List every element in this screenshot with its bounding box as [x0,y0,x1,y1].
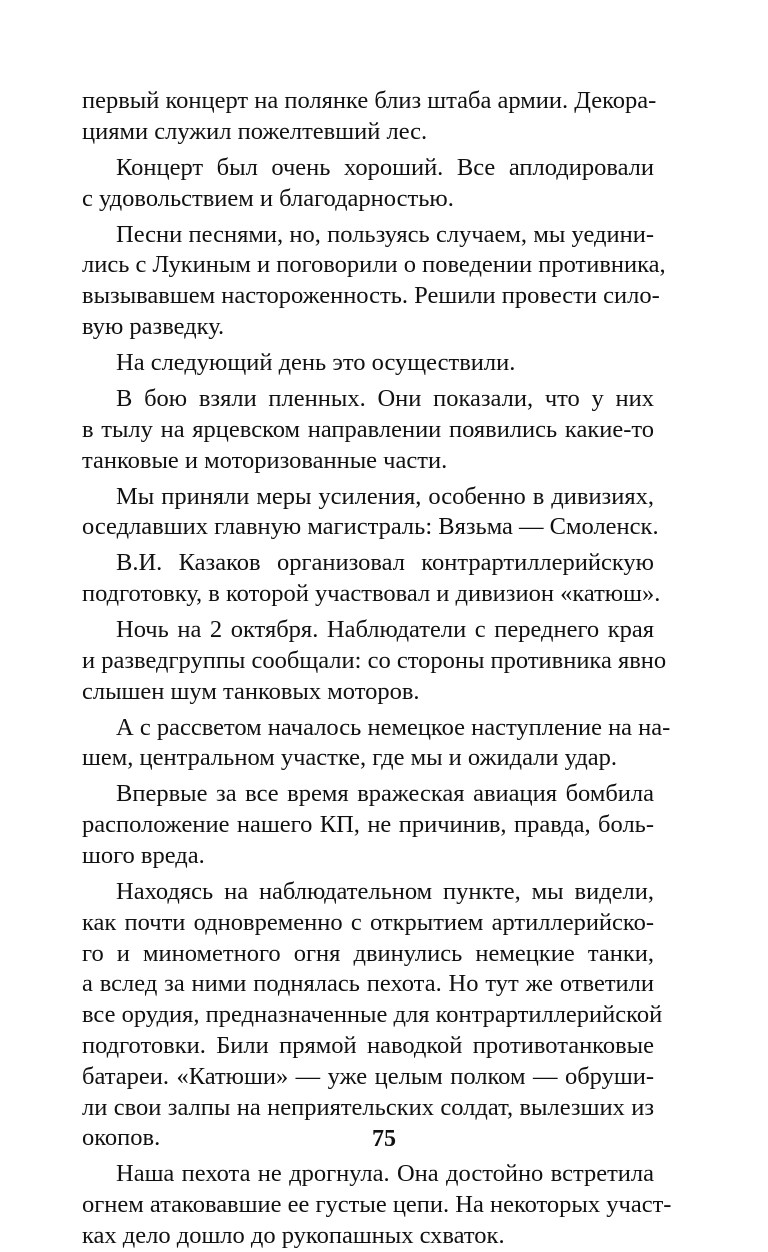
paragraph [82,86,657,148]
text-line: вызывавшем настороженность. Решили провести сило- [82,282,660,310]
text-line: циями служил пожелтевший лес. [82,117,428,145]
text-line: танковые и моторизованные части. [82,446,448,474]
page-number: 75 [372,1126,396,1152]
text-line: подготовку, в которой участвовал и дивизион «катюш». [82,580,661,608]
text-line: ках дело дошло до рукопашных схваток. [82,1221,505,1249]
text-line: лись с Лукиным и поговорили о поведении противника, [82,251,666,279]
text-line: Песни песнями, но, пользуясь случаем, мы уедини- [116,220,654,248]
text-line: с удовольствием и благодарностью. [82,184,454,212]
paragraph [82,384,654,476]
text-line: и разведгруппы сообщали: со стороны противника явно [82,646,667,674]
text-line: подготовки. Били прямой наводкой противотанковые [82,1031,654,1059]
text-line: а вслед за ними поднялась пехота. Но тут же ответили [82,970,654,998]
text-line: ли свои залпы на неприятельских солдат, вылезших из [82,1093,654,1121]
text-line: батареи. «Катюши» — уже целым полком — обруши- [82,1062,654,1090]
text-line: Находясь на наблюдательном пункте, мы видели, [116,878,654,905]
paragraph [82,482,659,544]
paragraph [82,877,663,1154]
text-line: вую разведку. [82,312,225,340]
text-line: Впервые за все время вражеская авиация бомбила [116,780,654,808]
text-line: шем, центральном участке, где мы и ожидали удар. [82,744,618,772]
text-line: оседлавших главную магистраль: Вязьма — Смоленск. [82,513,659,541]
text-line: в тылу на ярцевском направлении появились какие-то [82,415,654,443]
paragraph [82,1159,672,1251]
text-line: Мы приняли меры усиления, особенно в дивизиях, [116,482,654,510]
text-line: огнем атаковавшие ее густые цепи. На некоторых участ- [82,1191,672,1219]
text-line: го и минометного огня двинулись немецкие танки, [82,939,654,967]
text-line: На следующий день это осуществили. [116,348,516,376]
paragraph [82,153,654,215]
text-line: Концерт был очень хороший. Все аплодировали [116,153,654,181]
paragraph [82,615,667,707]
text-line: В бою взяли пленных. Они показали, что у них [116,384,654,412]
paragraph [82,548,661,610]
paragraph [82,713,671,775]
text-line: первый концерт на полянке близ штаба армии. Декора- [82,87,657,114]
paragraph [82,779,654,871]
text-line: окопов. [82,1124,161,1152]
book-page-text [82,86,672,1252]
text-line: все орудия, предназначенные для контрартиллерийской [82,1001,663,1029]
text-line: Наша пехота не дрогнула. Она достойно встретила [116,1160,654,1188]
text-line: как почти одновременно с открытием артиллерийско- [82,908,654,936]
text-line: А с рассветом началось немецкое наступление на на- [116,713,671,741]
text-line: расположение нашего КП, не причинив, правда, боль- [82,811,654,839]
text-line: шого вреда. [82,842,205,870]
text-line: В.И. Казаков организовал контрартиллерийскую [116,549,654,577]
paragraph [82,348,654,379]
paragraph [82,220,666,343]
text-line: слышен шум танковых моторов. [82,677,420,705]
text-line: Ночь на 2 октября. Наблюдатели с переднего края [116,616,654,644]
